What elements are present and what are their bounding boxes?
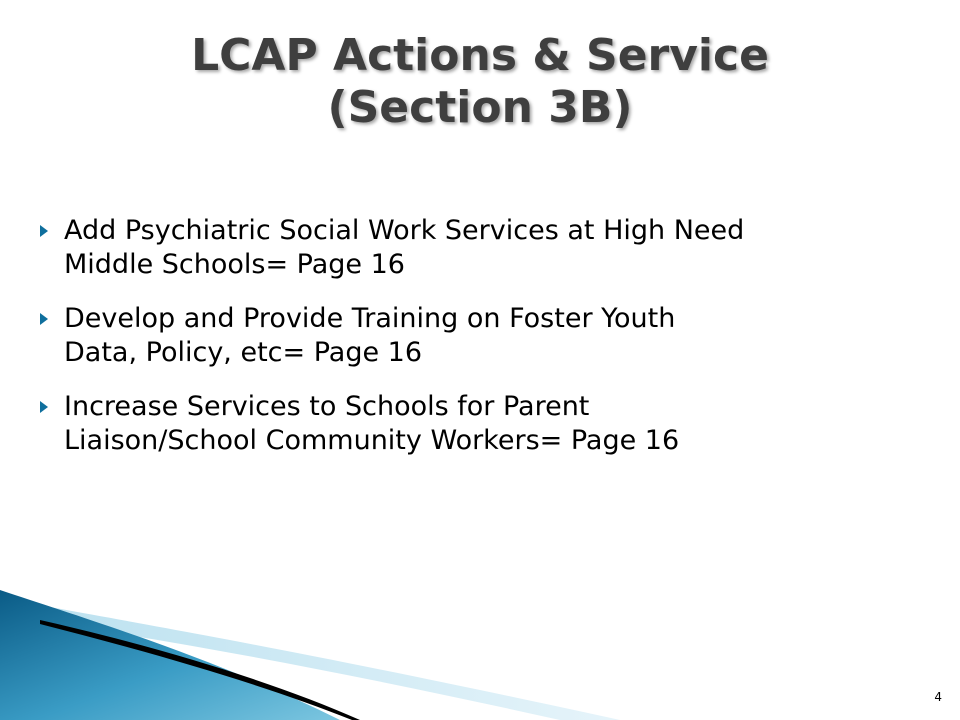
- decorative-wave: [0, 560, 620, 720]
- bullet-text-line: Increase Services to Schools for Parent: [64, 391, 590, 422]
- right-triangle-icon: [40, 313, 48, 325]
- bullet-text-line: Develop and Provide Training on Foster Youth: [64, 303, 676, 334]
- bullet-text-line: Data, Policy, etc= Page 16: [64, 337, 423, 368]
- bullet-item: [36, 302, 916, 370]
- bullet-item: [36, 390, 916, 458]
- right-triangle-icon: [40, 401, 48, 413]
- right-triangle-icon: [40, 225, 48, 237]
- bullet-text-line: Liaison/School Community Workers= Page 16: [64, 425, 680, 456]
- bullet-text: [64, 390, 916, 458]
- bullet-list: [36, 214, 916, 478]
- slide-title: [0, 30, 960, 134]
- page-number: 4: [934, 690, 942, 704]
- bullet-item: [36, 214, 916, 282]
- bullet-text: [64, 214, 916, 282]
- slide-title-line2: (Section 3B): [327, 82, 633, 133]
- bullet-text-line: Middle Schools= Page 16: [64, 249, 405, 280]
- slide-title-line1: LCAP Actions & Service: [191, 30, 769, 81]
- bullet-text-line: Add Psychiatric Social Work Services at High Need: [64, 215, 745, 246]
- bullet-text: [64, 302, 916, 370]
